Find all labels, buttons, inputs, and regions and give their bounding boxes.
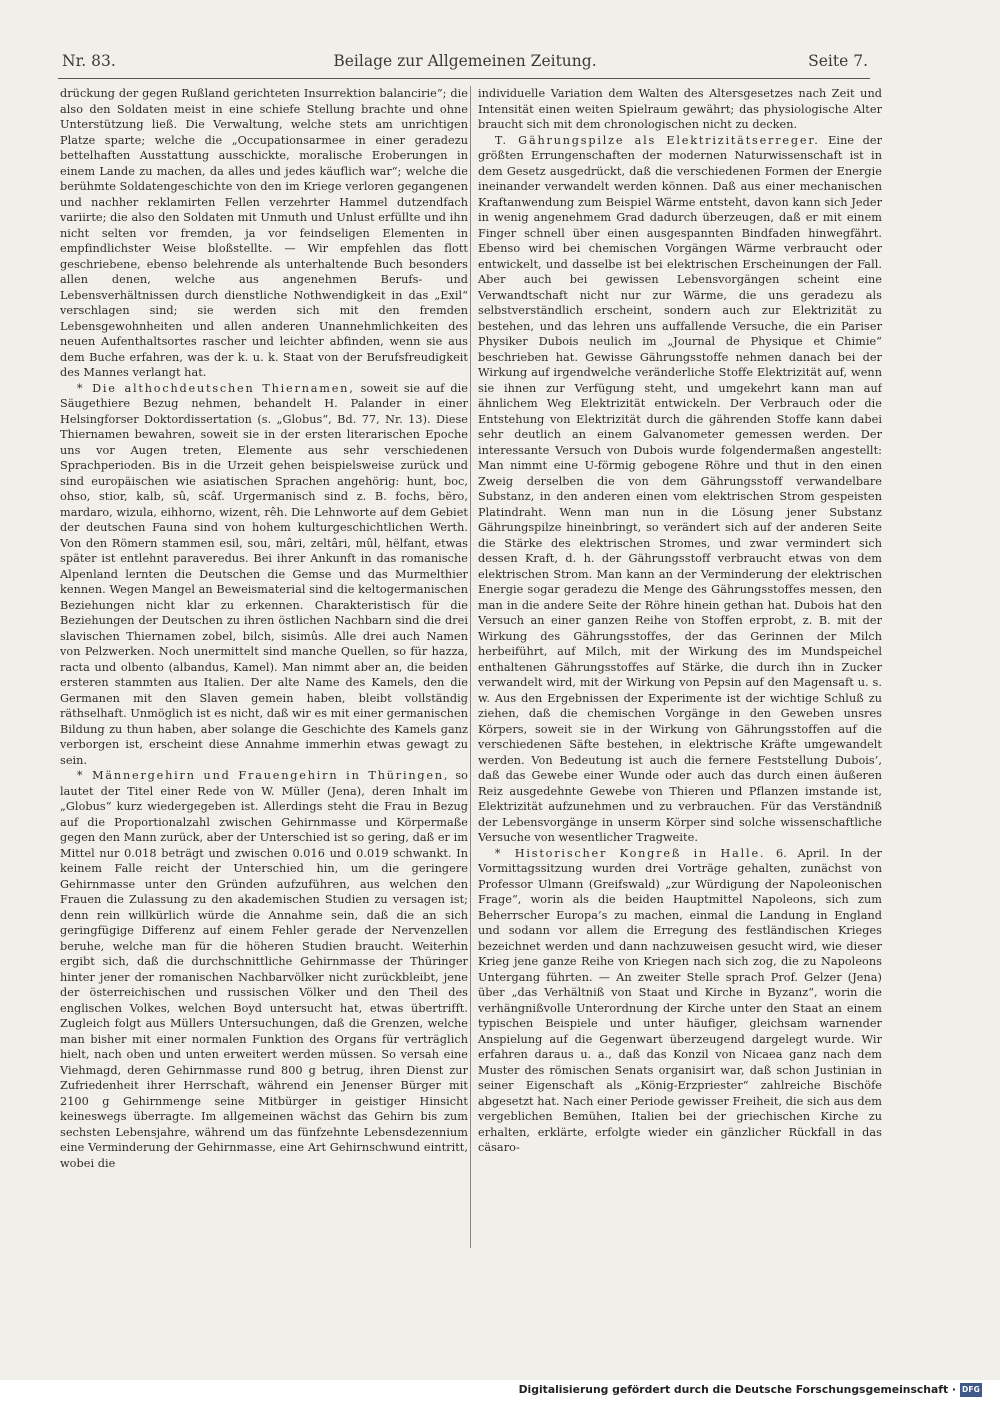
article-gehirn-title: * Männergehirn und Frauengehirn in Thüringen,	[76, 769, 450, 782]
article-gehirn-body: so lautet der Titel einer Rede von W. Müller (Jena), deren Inhalt im „Globus“ kurz wiedergegeben ist. Allerdings steht die Frau in Bezug auf die Proportionalzahl zwischen Gehirnmasse und Körpermaße gegen den Mann zurück, aber der Unterschied ist so gering, daß er im Mittel nur 0.018 beträgt und zwischen 0.016 und 0.019 schwankt. In keinem Falle reicht der Unterschied hin, um die geringere Gehirnmasse unter den Gründen aufzuführen, aus welchen den Frauen die Zulassung zu den akademischen Studien zu versagen ist; denn rein willkürlich würde die Annahme sein, daß die an sich geringfügige Differenz auf einem Fehler gerade der Nervenzellen beruhe, welche man für die höheren Studien braucht. Weiterhin ergibt sich, daß die durchschnittliche Gehirnmasse der Thüringer hinter jener der romanischen Nachbarvölker nicht zurückbleibt, jene der österreichischen und russischen Völker und den Theil des englischen Volkes, welchen Boyd untersucht hat, etwas übertrifft. Zugleich folgt aus Müllers Untersuchungen, daß die Grenzen, welche man bisher mit einer normalen Funktion des Organs für verträglich hielt, nach oben und unten erweitert werden müssen. So versah eine Viehmagd, deren Gehirnmasse rund 800 g betrug, ihren Dienst zur Zufriedenheit ihrer Herrschaft, während ein Jenenser Bürger mit 2100 g Gehirnmenge seine Mitbürger in geistiger Hinsicht keineswegs überragte. Im allgemeinen wächst das Gehirn bis zum sechsten Lebensjahre, während um das fünfzehnte Lebensdezennium eine Verminderung der Gehirnmasse, eine Art Gehirnschwund eintritt, wobei die	[60, 769, 468, 1170]
article-thiernamen	[60, 381, 468, 769]
article-gaehrungspilze	[478, 133, 882, 846]
article-thiernamen-body: soweit sie auf die Säugethiere Bezug nehmen, behandelt H. Palander in einer Helsingforser Doktordissertation (s. „Globus“, Bd. 77, Nr. 13). Diese Thiernamen bewahren, soweit sie in der ersten literarischen Epoche uns vor Augen treten, Elemente aus sehr verschiedenen Sprachperioden. Bis in die Urzeit gehen beispielsweise zurück und sind europäischen wie asiatischen Sprachen angehörig: hunt, boc, ohso, stior, kalb, sû, scâf. Urgermanisch sind z. B. fochs, bëro, mardaro, wizula, eihhorno, wizent, rêh. Die Lehnworte auf dem Gebiet der deutschen Fauna sind von hohem kulturgeschichtlichen Werth. Von den Römern stammen esil, sou, mâri, zeltâri, mûl, hëlfant, etwas später ist entlehnt paraveredus. Bei ihrer Ankunft in das romanische Alpenland lernten die Deutschen die Gemse und das Murmelthier kennen. Wegen Mangel an Beweismaterial sind die keltogermanischen Beziehungen nicht klar zu erkennen. Charakteristisch für die Beziehungen der Deutschen zu ihren östlichen Nachbarn sind die drei slavischen Thiernamen zobel, bilch, sisimûs. Alle drei auch Namen von Pelzwerken. Noch unermittelt sind manche Quellen, so für hazza, racta und olbento (albandus, Kamel). Man nimmt aber an, die beiden ersteren stammten aus Italien. Der alte Name des Kamels, den die Germanen mit den Slaven gemein haben, bleibt vollständig räthselhaft. Unmöglich ist es nicht, daß wir es mit einer germanischen Bildung zu thun haben, aber solange die Geschichte des Kamels ganz verborgen ist, erscheint diese Annahme immerhin etwas gewagt zu sein.	[60, 381, 468, 767]
article-gehirn	[60, 768, 468, 1171]
article-kongress-body: 6. April. In der Vormittagssitzung wurden drei Vorträge gehalten, zunächst von Professor Ulmann (Greifswald) „zur Würdigung der Napoleonischen Frage“, worin als die beiden Hauptmittel Napoleons, sich zum Beherrscher Europa’s zu machen, einmal die Landung in England und sodann vor allem die Erregung des festländischen Krieges bezeichnet werden und dann nachzuweisen gesucht wird, wie dieser Krieg jene ganze Reihe von Kriegen nach sich zog, die zu Napoleons Untergang führten. — An zweiter Stelle sprach Prof. Gelzer (Jena) über „das Verhältniß von Staat und Kirche in Byzanz“, worin die verhängnißvolle Unterordnung der Kirche unter den Staat an einem typischen Beispiele und unter häufiger, gleichsam warnender Anspielung auf die Gegenwart überzeugend dargelegt wurde. Wir erfahren daraus u. a., daß das Konzil von Nicaea ganz nach dem Muster des römischen Senats organisirt war, daß schon Justinian in seiner Eigenschaft als „König-Erzpriester“ zahlreiche Bischöfe abgesetzt hat. Nach einer Periode gewisser Freiheit, die sich aus dem vergeblichen Bemühen, Italien bei der griechischen Kirche zu erhalten, erklärte, erfolgte wieder ein gänzlicher Rückfall in das cäsaro-	[478, 846, 882, 1154]
header-title: Beilage zur Allgemeinen Zeitung.	[333, 52, 597, 70]
page-header	[62, 52, 868, 78]
article-kongress	[478, 846, 882, 1156]
article-continuation-right: individuelle Variation dem Walten des Altersgesetzes nach Zeit und Intensität einen weiten Spielraum gewährt; das physiologische Alter braucht sich mit dem chronologischen nicht zu decken.	[478, 87, 882, 131]
digitization-credit: Digitalisierung gefördert durch die Deutsche Forschungsgemeinschaft ·	[518, 1383, 956, 1396]
article-continuation: drückung der gegen Rußland gerichteten Insurrektion balancirie“; die also den Soldaten meist in eine schiefe Stellung brachte und ohne Unterstützung ließ. Die Verwaltung, welche stets am unrichtigen Platze sparte; welche die „Occupationsarmee in einer geradezu bettelhaften Ausstattung ausschickte, moralische Eroberungen in einem Lande zu machen, da alles und jedes käuflich war“; welche die berühmte Soldatengeschichte von den im Kriege verloren gegangenen und nachher reklamirten Fellen verzehrter Hammel dutzendfach variirte; die also den Soldaten mit Unmuth und Unlust erfüllte und ihn nicht selten vor fremden, ja vor feindseligen Elementen in empfindlichster Weise bloßstellte. — Wir empfehlen das flott geschriebene, ebenso belehrende als unterhaltende Buch besonders allen denen, welche aus angenehmen Berufs- und Lebensverhältnissen durch dienstliche Nothwendigkeit in das „Exil“ verschlagen sind; sie werden sich mit den fremden Lebensgewohnheiten und allen anderen Unannehmlichkeiten des neuen Aufenthaltsortes rascher und leichter abfinden, wenn sie aus dem Buche erfahren, was der k. u. k. Staat von der Berufsfreudigkeit des Mannes verlangt hat.	[60, 87, 468, 379]
article-gaehrungspilze-title: T. Gährungspilze als Elektrizitätserreger.	[494, 133, 820, 147]
right-column	[478, 86, 882, 1246]
article-gaehrungspilze-body: Eine der größten Errungenschaften der modernen Naturwissenschaft ist in dem Gesetz ausgedrückt, daß die verschiedenen Formen der Energie ineinander verwandelt werden können. Daß aus einer mechanischen Kraftanwendung zum Beispiel Wärme entsteht, davon kann sich Jeder in wenig angenehmem Grad dadurch überzeugen, daß er mit einem Finger schnell über einen ausgespannten Bindfaden hinwegfährt. Ebenso wird bei chemischen Vorgängen Wärme verbraucht oder entwickelt, und dasselbe ist bei elektrischen Erscheinungen der Fall. Aber auch bei gewissen Lebensvorgängen scheint eine Verwandtschaft nicht nur zur Wärme, die uns geradezu als selbstverständlich erscheint, sondern auch zur Elektrizität zu bestehen, und das lehren uns auffallende Versuche, die ein Pariser Physiker Dubois neulich im „Journal de Physique et Chimie“ beschrieben hat. Gewisse Gährungsstoffe nehmen danach bei der Wirkung auf irgendwelche veränderliche Stoffe Elektrizität auf, wenn sie ihnen zur Verfügung steht, und umgekehrt kann man auf ähnlichem Weg Elektrizität entwickeln. Der Verbrauch oder die Entstehung von Elektrizität durch die gährenden Stoffe kann dabei sehr deutlich an einem Galvanometer gemessen werden. Der interessante Versuch von Dubois wurde folgendermaßen angestellt: Man nimmt eine U-förmig gebogene Röhre und thut in den einen Zweig derselben die von dem Gährungsstoff verwandelbare Substanz, in den anderen einen vom elektrischen Strom gespeisten Platindraht. Wenn man nun in die Lösung jener Substanz Gährungspilze hineinbringt, so verändert sich auf der anderen Seite die Stärke des elektrischen Stromes, und zwar vermindert sich dessen Kraft, d. h. der Gährungsstoff verbraucht etwas von dem elektrischen Strom. Man kann an der Verminderung der elektrischen Energie sogar geradezu die Menge des Gährungsstoffes messen, den man in die andere Seite der Röhre hinein gethan hat. Dubois hat den Versuch an einer ganzen Reihe von Stoffen erprobt, z. B. mit der Wirkung des Gährungsstoffes, der das Gerinnen der Milch herbeiführt, auf Milch, mit der Wirkung des im Mundspeichel enthaltenen Gährungsstoffes auf Stärke, die durch ihn in Zucker verwandelt wird, mit der Wirkung von Pepsin auf den Magensaft u. s. w. Aus den Ergebnissen der Experimente ist der wichtige Schluß zu ziehen, daß die chemischen Vorgänge in den Geweben unsres Körpers, soweit sie in der Wirkung von Gährungsstoffen auf die verschiedenen Säfte bestehen, in elektrische Kräfte umgewandelt werden. Von Bedeutung ist auch die fernere Feststellung Dubois’, daß das Gewebe einer Wunde oder auch das durch einen äußeren Reiz ausgedehnte Gewebe von Thieren und Pflanzen imstande ist, Elektrizität aufzunehmen und zu verbrauchen. Für das Verständniß der Lebensvorgänge in unserm Körper sind solche wissenschaftliche Versuche von wesentlicher Tragweite.	[478, 133, 882, 844]
dfg-logo-icon: DFG	[960, 1383, 982, 1397]
header-issue-number: Nr. 83.	[62, 52, 116, 70]
header-page-number: Seite 7.	[808, 52, 868, 70]
article-thiernamen-title: * Die althochdeutschen Thiernamen,	[76, 381, 355, 395]
left-column	[60, 86, 468, 1246]
column-divider	[470, 86, 471, 1248]
article-kongress-title: * Historischer Kongreß in Halle.	[494, 846, 766, 860]
header-rule	[58, 78, 870, 79]
